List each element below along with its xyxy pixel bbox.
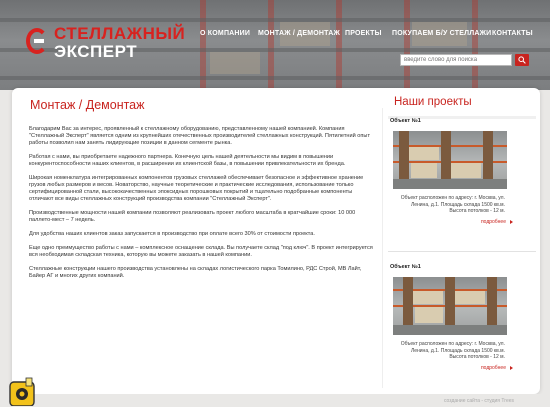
arrow-right-icon (510, 220, 513, 224)
project-separator (388, 251, 536, 252)
arrow-right-icon (510, 366, 513, 370)
footer-credit[interactable]: создание сайта - студия Trees (444, 398, 514, 404)
project-more-link[interactable] (390, 365, 522, 371)
search-button[interactable] (515, 54, 529, 66)
nav-item-projects[interactable]: ПРОЕКТЫ (345, 30, 382, 37)
sidebar-title: Наши проекты (394, 96, 472, 108)
page-title: Монтаж / Демонтаж (30, 98, 145, 112)
more-link-label: подробнее (480, 364, 506, 371)
nav-item-installation[interactable]: МОНТАЖ / ДЕМОНТАЖ (258, 30, 340, 37)
article-paragraph: Стеллажные конструкции нашего производства установлены на складах логистического парка Томилино, РДС Строй, МВ Лайт, Байер АГ и многих других компаний. (29, 266, 362, 279)
nav-item-contacts[interactable]: КОНТАКТЫ (492, 30, 533, 37)
search-box (400, 54, 530, 66)
logo-text-line2: ЭКСПЕРТ (54, 42, 138, 61)
article-paragraph: Еще одно преимущество работы с нами – комплексное оснащение склада. Вы получаете склад "под ключ". В проект интегрируется вся необходимая складская техника, которую вы можете заказать в нашей компании. (29, 245, 373, 258)
article-paragraph: Производственные мощности нашей компании позволяют реализовать проект любого масштаба в кратчайшие сроки: 10 000 паллето-мест – 7 недель. (29, 210, 356, 223)
main-nav (0, 30, 550, 44)
project-more-link[interactable] (390, 219, 522, 225)
bg-goods (210, 52, 260, 74)
nav-item-buy-used[interactable]: ПОКУПАЕМ Б/У СТЕЛЛАЖИ (392, 30, 492, 37)
project-description: Объект расположен по адресу: г. Москва, ул. Ленина, д.1. Площадь склада 1500 кв.м. Высота потолков - 12 м. (400, 195, 505, 214)
bg-beam (0, 18, 550, 22)
tape-measure-icon (6, 372, 40, 406)
project-photo[interactable] (393, 131, 507, 189)
project-card (390, 118, 522, 225)
column-divider (382, 108, 383, 388)
project-card (390, 264, 522, 371)
more-link-label: подробнее (480, 218, 506, 225)
search-input[interactable] (400, 54, 512, 66)
article-body (29, 126, 374, 287)
search-icon (518, 56, 526, 64)
article-paragraph: Широкая номенклатура интегрированных компонентов грузовых стеллажей обеспечивает безопасное и эффективное хранение грузов любых размеров и весов. Новаторство, научные теоретические и практические исследования, использование только сертифицированной стали, высококачественных эпоксидных порошковых покрытий и тщательно подобранные компоненты отличают все виды стеллажных конструкций производства компании "Стеллажный Эксперт". (29, 175, 364, 202)
logo-text-line1: СТЕЛЛАЖНЫЙ (54, 24, 186, 43)
nav-item-about[interactable]: О КОМПАНИИ (200, 30, 251, 37)
project-photo[interactable] (393, 277, 507, 335)
article-paragraph: Работая с нами, вы приобретаете надежного партнера. Конечную цель нашей деятельности мы видим в повышении конкурентоспособности наших клиентов, в расширении их клиентской базы, в повышении привлекательности их бренда. (29, 154, 346, 167)
bg-beam (0, 76, 550, 80)
site-header (0, 0, 550, 90)
article-paragraph: Благодарим Вас за интерес, проявленный к стеллажному оборудованию, представленному нашей компанией. Компания "Стеллажный Эксперт" является одним из крупнейших отечественных производителей стеллажных конструкций. Пятилетний опыт работы позволил нам занять лидирующие позиции в данном сегменте рынка. (29, 126, 371, 146)
project-description: Объект расположен по адресу: г. Москва, ул. Ленина, д.1. Площадь склада 1500 кв.м. Высота потолков - 12 м. (400, 341, 505, 360)
content-panel (12, 88, 540, 394)
project-name: Объект №1 (390, 264, 421, 270)
project-name: Объект №1 (390, 118, 421, 124)
article-paragraph: Для удобства наших клиентов заказ запускается в производство при оплате всего 30% от стоимости проекта. (29, 231, 315, 237)
site-footer (0, 394, 550, 407)
